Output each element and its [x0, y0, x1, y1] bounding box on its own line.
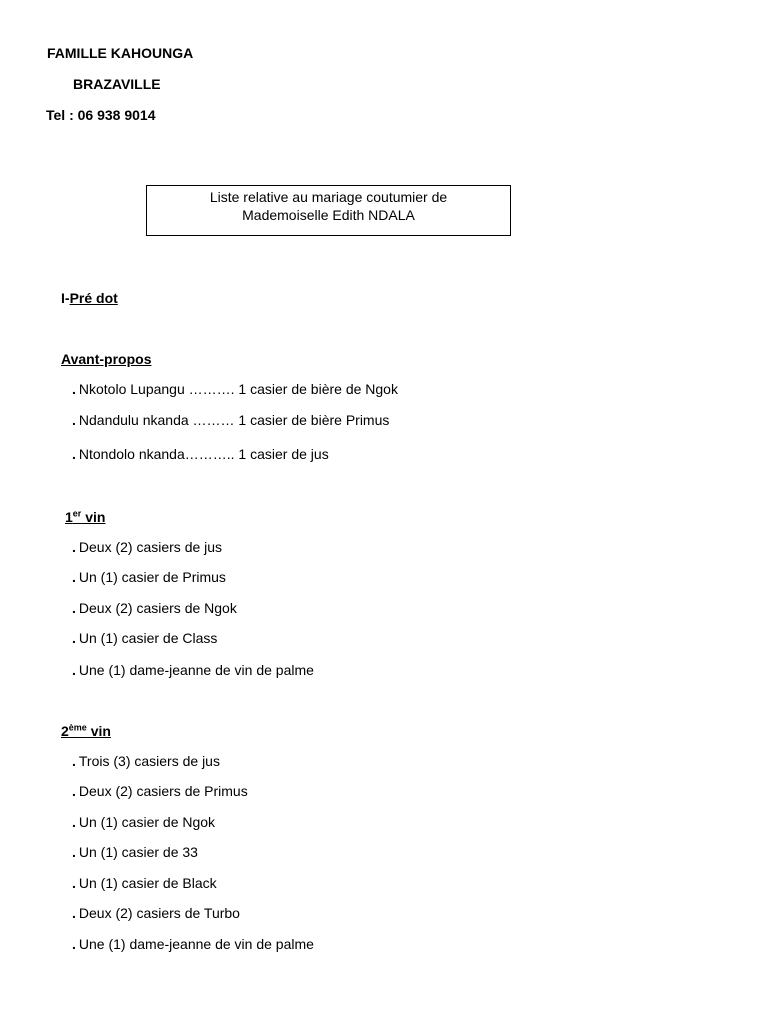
list-item-text: Ntondolo nkanda……….. 1 casier de jus: [78, 446, 329, 462]
bullet: .: [72, 569, 76, 585]
list-item: [72, 904, 240, 922]
vin1-word: vin: [81, 509, 106, 525]
list-item: [72, 411, 389, 429]
list-item-text: Un (1) casier de Ngok: [78, 814, 216, 830]
list-item-text: Une (1) dame-jeanne de vin de palme: [78, 662, 314, 678]
vin1-heading: [65, 508, 105, 526]
bullet: .: [72, 662, 76, 678]
vin1-num: 1: [65, 509, 73, 525]
list-item: [72, 874, 217, 892]
list-item: [72, 935, 314, 953]
vin1-sup: er: [72, 508, 82, 519]
bullet: .: [72, 539, 76, 555]
list-item-text: Un (1) casier de Class: [78, 630, 218, 646]
family-name: FAMILLE KAHOUNGA: [47, 45, 194, 61]
list-item: [72, 782, 248, 800]
list-item-text: Deux (2) casiers de Ngok: [78, 600, 237, 616]
list-item-text: Un (1) casier de Black: [78, 875, 217, 891]
title-box: [146, 185, 511, 236]
bullet: .: [72, 783, 76, 799]
list-item: [72, 661, 314, 679]
vin2-num: 2: [61, 723, 69, 739]
list-item: [72, 568, 226, 586]
bullet: .: [72, 630, 76, 646]
bullet: .: [72, 844, 76, 860]
vin2-heading: [61, 722, 111, 740]
bullet: .: [72, 600, 76, 616]
section-title: Pré dot: [69, 290, 118, 306]
list-item-text: Une (1) dame-jeanne de vin de palme: [78, 936, 314, 952]
list-item: [72, 843, 198, 861]
title-line-2: Mademoiselle Edith NDALA: [242, 207, 415, 223]
bullet: .: [72, 381, 76, 397]
list-item: [72, 629, 217, 647]
title-line-1: Liste relative au mariage coutumier de: [209, 189, 448, 205]
bullet: .: [72, 412, 76, 428]
list-item-text: Nkotolo Lupangu ………. 1 casier de bière de Ngok: [78, 381, 398, 397]
list-item: [72, 752, 220, 770]
bullet: .: [72, 875, 76, 891]
list-item: [72, 380, 398, 398]
list-item: [72, 813, 215, 831]
list-item: [72, 445, 329, 463]
vin2-sup: ème: [68, 722, 87, 733]
list-item-text: Un (1) casier de 33: [78, 844, 198, 860]
list-item-text: Deux (2) casiers de Turbo: [78, 905, 240, 921]
section-heading-pre-dot: [61, 289, 118, 307]
list-item-text: Deux (2) casiers de jus: [78, 539, 223, 555]
vin2-word: vin: [86, 723, 111, 739]
list-item-text: Trois (3) casiers de jus: [78, 753, 220, 769]
city-name: BRAZAVILLE: [73, 76, 161, 92]
bullet: .: [72, 814, 76, 830]
section-prefix: I-: [61, 290, 70, 306]
bullet: .: [72, 446, 76, 462]
avant-propos-heading: Avant-propos: [61, 351, 152, 367]
list-item-text: Ndandulu nkanda ……… 1 casier de bière Primus: [78, 412, 390, 428]
bullet: .: [72, 936, 76, 952]
list-item: [72, 538, 222, 556]
phone-number: Tel : 06 938 9014: [46, 107, 156, 123]
list-item-text: Deux (2) casiers de Primus: [78, 783, 248, 799]
bullet: .: [72, 905, 76, 921]
list-item: [72, 599, 237, 617]
bullet: .: [72, 753, 76, 769]
list-item-text: Un (1) casier de Primus: [78, 569, 226, 585]
